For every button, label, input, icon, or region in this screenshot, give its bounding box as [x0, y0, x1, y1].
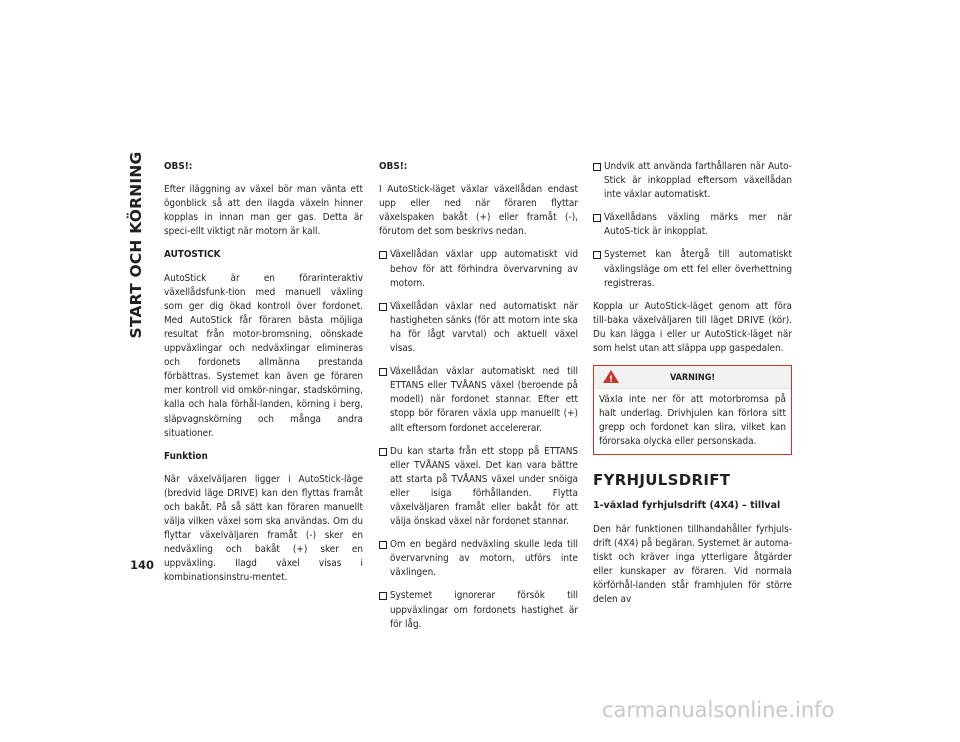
list-item: Systemet ignorerar försök till uppväxlingar om fordonets hastighet är för låg. — [379, 589, 578, 631]
list-item: Systemet kan återgå till automatiskt växlingsläge om ett fel eller överhettning registreras. — [593, 248, 792, 290]
funktion-paragraph: När växelväljaren ligger i AutoStick-läge (bredvid läge DRIVE) kan den flyttas framåt och bakåt. På så sätt kan föraren manuellt välja vilken växel som ska användas. Om du flyttar växelväljaren framåt (-) sker en nedväxling och bakåt (+) sker en uppväxling. Ilagd växel visas i kombinationsinstru-mentet. — [164, 473, 363, 584]
list-item: Växellådan växlar ned automatiskt när hastigheten sänks (för att motorn inte ska ha för lågt varvtal) och aktuell växel visas. — [379, 300, 578, 356]
obs-text: I AutoStick-läget växlar växellådan endast upp eller ned när föraren flyttar växelspaken bakåt (+) eller framåt (-), förutom det som beskrivs nedan. — [379, 184, 578, 238]
funktion-heading: Funktion — [164, 450, 208, 462]
column-3 — [593, 160, 792, 616]
autostick-heading: AUTOSTICK — [164, 249, 221, 261]
warning-title: VARNING! — [669, 373, 716, 384]
warning-text: Växla inte ner för att motorbromsa på halt underlag. Drivhjulen kan förlora sitt grepp och fordonet kan slira, vilket kan förorsaka olycka eller personskada. — [599, 394, 786, 448]
list-item: Undvik att använda farthållaren när Auto-Stick är inkopplad eftersom växellådan inte växlar automatiskt. — [593, 160, 792, 202]
disengage-paragraph: Koppla ur AutoStick-läget genom att föra till-baka växelväljaren till läget DRIVE (kör). Du kan lägga i eller ur AutoStick-läget när som helst utan att släppa upp gaspedalen. — [593, 300, 792, 355]
autostick-paragraph: AutoStick är en förarinteraktiv växellådsfunk-tion med manuell växling som ger dig ökad kontroll över fordonet. Med AutoStick får föraren bästa möjliga resultat från motor-bromsning, oönskade uppväxlingar och nedväxlingar elimineras och fordonets allmänna prestanda förbättras. Systemet kan även ge föraren mer kontroll vid omkör-ningar, stadskörning, kalla och hala förhål-landen, körning i berg, släpvagnskörning och många andra situationer. — [164, 272, 363, 439]
warning-header — [594, 366, 791, 389]
watermark: carmanualsonline.info — [602, 698, 835, 722]
obs-text: Efter iläggning av växel bör man vänta ett ögonblick så att den ilagda växeln hinner kopplas in innan man ger gas. Detta är speci-ellt viktigt när motorn är kall. — [164, 184, 363, 238]
square-bullet-icon — [379, 541, 387, 549]
list-item: Du kan starta från ett stopp på ETTANS eller TVÅANS växel. Det kan vara bättre att starta på TVÅANS växel under snöiga eller isiga förhållanden. Flytta växelväljaren framåt eller bakåt för att välja önskad växel när fordonet stannar. — [379, 445, 578, 530]
autostick-bullet-list — [379, 248, 578, 631]
section-title: FYRHJULSDRIFT — [593, 470, 731, 489]
square-bullet-icon — [593, 251, 601, 259]
chapter-side-title — [116, 151, 156, 339]
warning-triangle-icon: ! — [603, 370, 619, 383]
chapter-side-title-text: START OCH KÖRNING — [127, 151, 145, 339]
square-bullet-icon — [379, 251, 387, 259]
list-item: Om en begärd nedväxling skulle leda till övervarvning av motorn, utförs inte växlingen. — [379, 538, 578, 580]
section-paragraph: Den här funktionen tillhandahåller fyrhjuls-drift (4X4) på begäran. Systemet är automa-tiskt och kräver inga ytterligare åtgärder eller kunskaper av föraren. Vid normala körförhål-landen står framhjulen för större delen av — [593, 523, 792, 606]
list-item: Växellådan växlar automatiskt ned till ETTANS eller TVÅANS växel (beroende på modell) när fordonet stannar. Efter ett stopp bör föraren växla upp manuellt (+) allt eftersom fordonet accelererar. — [379, 365, 578, 435]
square-bullet-icon — [379, 448, 387, 456]
section-subtitle: 1-växlad fyrhjulsdrift (4X4) – tillval — [593, 499, 781, 511]
obs-label: OBS!: — [379, 161, 408, 172]
square-bullet-icon — [379, 303, 387, 311]
square-bullet-icon — [593, 163, 601, 171]
column-2 — [379, 160, 578, 641]
square-bullet-icon — [593, 214, 601, 222]
warning-box — [593, 365, 792, 454]
square-bullet-icon — [379, 592, 387, 600]
list-item: Växellådans växling märks mer när AutoS-tick är inkopplat. — [593, 211, 792, 239]
column-1 — [164, 160, 363, 595]
list-item: Växellådan växlar upp automatiskt vid behov för att förhindra övervarvning av motorn. — [379, 248, 578, 290]
square-bullet-icon — [379, 368, 387, 376]
autostick-bullet-list-continued — [593, 160, 792, 291]
obs-label: OBS!: — [164, 161, 193, 172]
page-number: 140 — [130, 558, 155, 572]
